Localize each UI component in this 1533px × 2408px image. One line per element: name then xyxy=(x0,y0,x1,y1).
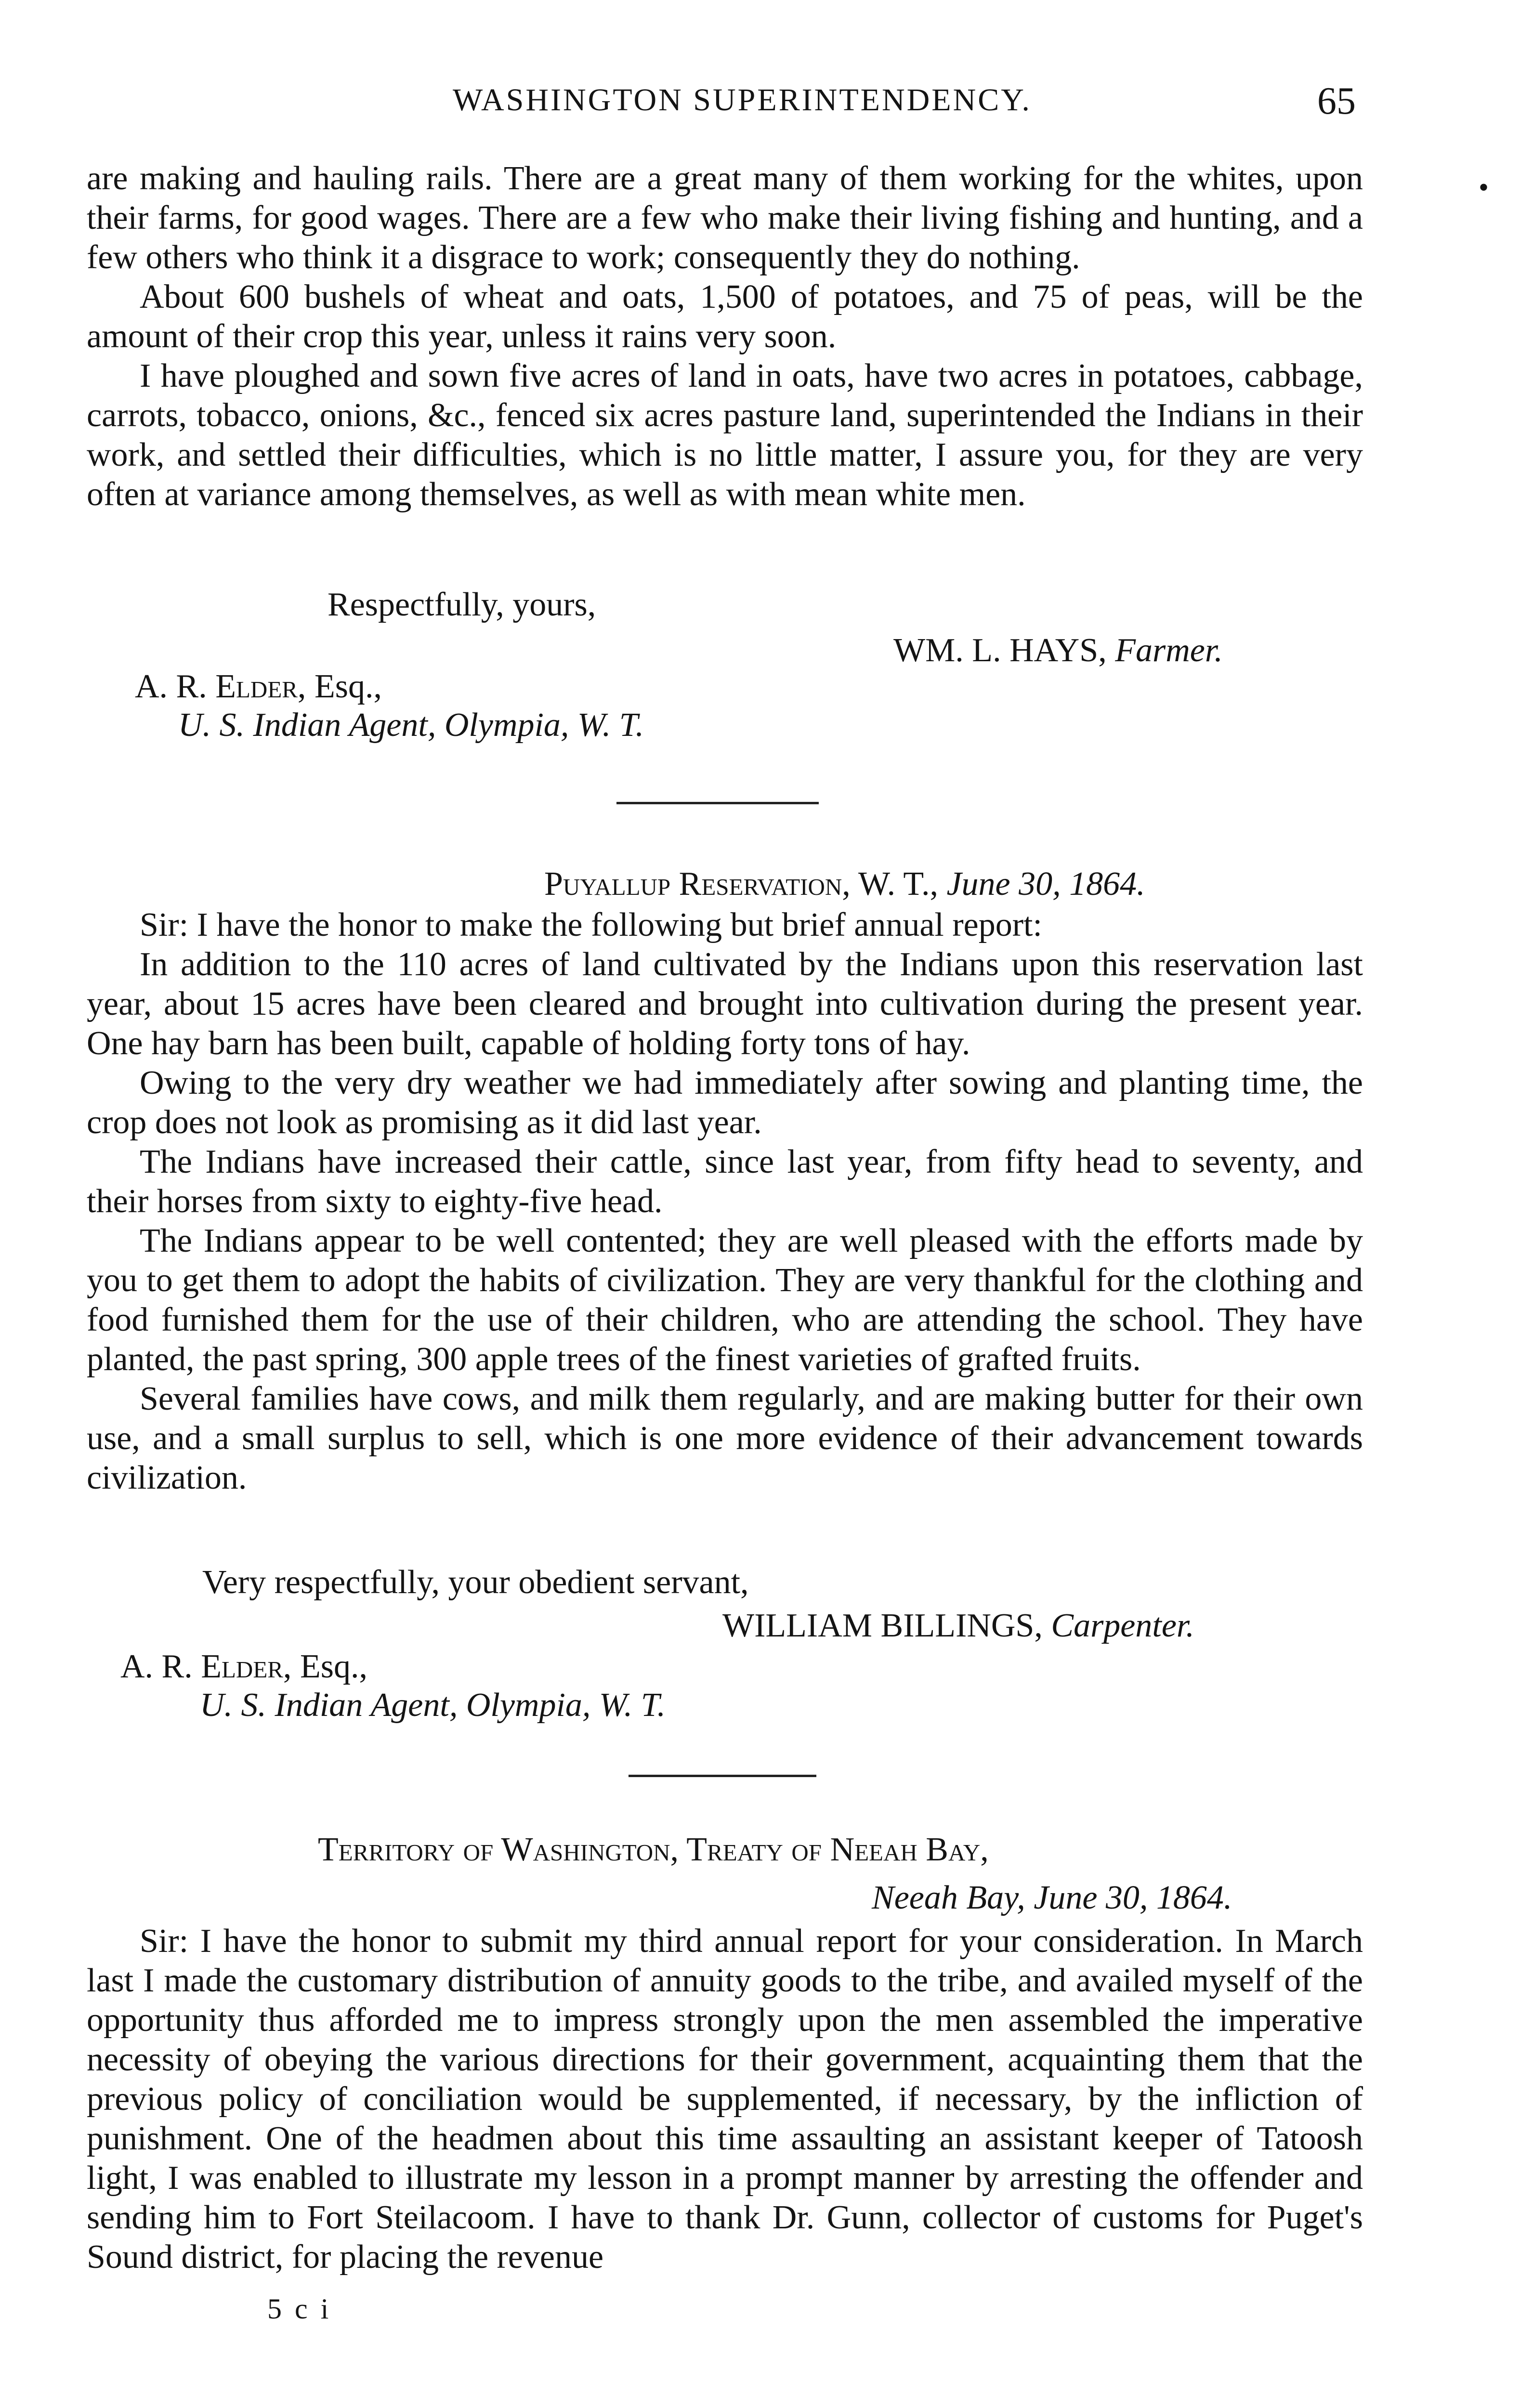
report-1-paragraph-3: I have ploughed and sown five acres of land in oats, have two acres in potatoes, cabbage, carrots, tobacco, onions, &c., fenced six acres pasture land, superintended the Indians in their work, and settled their difficulties, which is no little matter, I assure you, for they are very often at variance among themselves, as well as with mean white men. xyxy=(87,357,1363,513)
report-1-paragraph-2: About 600 bushels of wheat and oats, 1,500 of potatoes, and 75 of peas, will be the amount of their crop this year, unless it rains very soon. xyxy=(87,278,1363,355)
addressee-name: A. R. Elder, xyxy=(120,1648,292,1685)
report-1-signature xyxy=(893,631,1223,670)
report-3-dateline: Neeah Bay, June 30, 1864. xyxy=(872,1879,1232,1916)
report-1-paragraph-1: are making and hauling rails. There are a great many of them working for the whites, upon their farms, for good wages. There are a few who make their living fishing and hunting, and a few others who think it a disgrace to work; consequently they do nothing. xyxy=(87,160,1363,276)
report-2-paragraph-4: The Indians have increased their cattle, since last year, from fifty head to seventy, and their horses from sixty to eighty-five head. xyxy=(87,1143,1363,1220)
report-2-addressee xyxy=(120,1647,367,1687)
report-1-body xyxy=(87,159,1363,514)
report-2-paragraph-2: In addition to the 110 acres of land cultivated by the Indians upon this reservation last year, about 15 acres have been cleared and brought into cultivation during the present year. One hay barn has been built, capable of holding forty tons of hay. xyxy=(87,946,1363,1062)
report-2-paragraph-6: Several families have cows, and milk them regularly, and are making butter for their own use, and a small surplus to sell, which is one more evidence of their advancement towards civilization. xyxy=(87,1380,1363,1496)
report-1-closing: Respectfully, yours, xyxy=(328,586,596,623)
report-2-signature xyxy=(722,1606,1194,1646)
addressee-suffix: Esq., xyxy=(314,668,382,705)
signature-name: WILLIAM BILLINGS, xyxy=(722,1607,1043,1644)
report-2-paragraph-3: Owing to the very dry weather we had immediately after sowing and planting time, the crop does not look as promising as it did last year. xyxy=(87,1064,1363,1141)
report-2-paragraph-5: The Indians appear to be well contented; they are well pleased with the efforts made by you to get them to adopt the habits of civilization. They are very thankful for the clothing and food furnished them for the use of their children, who are attending the school. They have planted, the past spring, 300 apple trees of the finest varieties of grafted fruits. xyxy=(87,1222,1363,1378)
addressee-suffix: Esq., xyxy=(300,1648,367,1685)
running-header: WASHINGTON SUPERINTENDENCY. xyxy=(453,82,1032,118)
report-2-addressee-office: U. S. Indian Agent, Olympia, W. T. xyxy=(200,1687,666,1724)
report-3-paragraph-1: Sir: I have the honor to submit my third annual report for your consideration. In March last I made the customary distribution of annuity goods to the tribe, and availed myself of the opportunity thus afforded me to impress strongly upon the men assembled the imperative necessity of obeying the various directions for their government, acquainting them that the previous policy of conciliation would be supplemented, if necessary, by the infliction of punishment. One of the headmen about this time assaulting an assistant keeper of Tatoosh light, I was enabled to illustrate my lesson in a prompt manner by arresting the offender and sending him to Fort Steilacoom. I have to thank Dr. Gunn, collector of customs for Puget's Sound district, for placing the revenue xyxy=(87,1923,1363,2276)
report-2-paragraph-1: Sir: I have the honor to make the following but brief annual report: xyxy=(140,906,1042,943)
report-2-closing: Very respectfully, your obedient servant, xyxy=(202,1564,749,1601)
page-number: 65 xyxy=(1317,80,1356,122)
report-3-body xyxy=(87,1922,1363,2277)
report-2-place: Puyallup Reservation, W. T., xyxy=(544,865,938,903)
report-1-addressee xyxy=(135,667,382,707)
report-2-dateline xyxy=(544,864,1145,904)
margin-mark: • xyxy=(1479,171,1489,203)
section-divider-2 xyxy=(629,1775,816,1777)
report-1-addressee-office: U. S. Indian Agent, Olympia, W. T. xyxy=(178,707,644,744)
signature-title: Carpenter. xyxy=(1051,1607,1194,1644)
report-2-date: June 30, 1864. xyxy=(946,865,1145,903)
signature-name: WM. L. HAYS, xyxy=(893,632,1107,669)
signature-title: Farmer. xyxy=(1115,632,1223,669)
section-divider-1 xyxy=(616,802,819,804)
report-3-heading: Territory of Washington, Treaty of Neeah Bay, xyxy=(318,1831,989,1868)
addressee-name: A. R. Elder, xyxy=(135,668,306,705)
signature-mark: 5 c i xyxy=(267,2293,332,2325)
report-2-body xyxy=(87,905,1363,1498)
